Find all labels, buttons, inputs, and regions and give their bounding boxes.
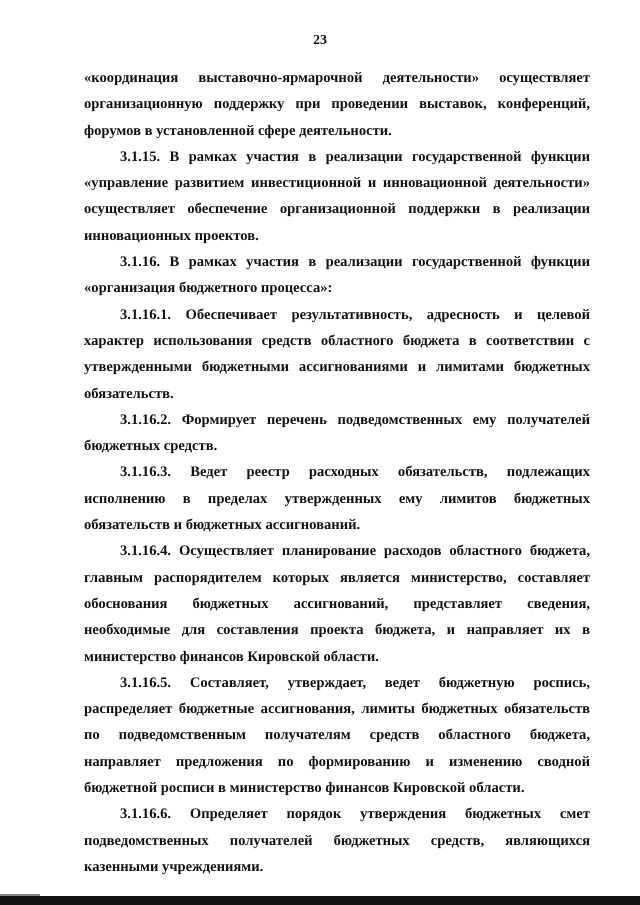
document-body bbox=[84, 65, 590, 880]
scan-bottom-border bbox=[0, 896, 640, 905]
page-number: 23 bbox=[313, 33, 327, 48]
paragraph-3-1-16-6: 3.1.16.6. Определяет порядок утверждения бюджетных смет подведомственных получателей бюджетных средств, являющихся казенными учреждениями. bbox=[84, 806, 590, 875]
paragraph-3-1-16-1: 3.1.16.1. Обеспечивает результативность, адресность и целевой характер использования средств областного бюджета в соответствии с утвержденными бюджетными ассигнованиями и лимитами бюджетных обязательств. bbox=[84, 306, 590, 402]
paragraph-3-1-16-5: 3.1.16.5. Составляет, утверждает, ведет бюджетную роспись, распределяет бюджетные ассигнования, лимиты бюджетных обязательств по подведомственным получателям средств областного бюджета, направляет предложения по формированию и изменению сводной бюджетной росписи в министерство финансов Кировской области. bbox=[84, 674, 590, 797]
paragraph-3-1-16: 3.1.16. В рамках участия в реализации государственной функции «организация бюджетного процесса»: bbox=[84, 254, 590, 297]
paragraph-3-1-15: 3.1.15. В рамках участия в реализации государственной функции «управление развитием инвестиционной и инновационной деятельности» осуществляет обеспечение организационной поддержки в реализации инновационных проектов. bbox=[84, 148, 590, 244]
paragraph-3-1-16-2: 3.1.16.2. Формирует перечень подведомственных ему получателей бюджетных средств. bbox=[84, 411, 590, 455]
paragraph-3-1-16-4: 3.1.16.4. Осуществляет планирование расходов областного бюджета, главным распорядителем которых является министерство, составляет обоснования бюджетных ассигнований, представляет сведения, необходимые для составления проекта бюджета, и направляет их в министерство финансов Кировской области. bbox=[84, 543, 590, 665]
paragraph-3-1-16-3: 3.1.16.3. Ведет реестр расходных обязательств, подлежащих исполнению в пределах утвержденных ему лимитов бюджетных обязательств и бюджетных ассигнований. bbox=[84, 464, 590, 534]
paragraph-continuation: «координация выставочно-ярмарочной деятельности» осуществляет организационную поддержку при проведении выставок, конференций, форумов в установленной сфере деятельности. bbox=[84, 70, 590, 139]
